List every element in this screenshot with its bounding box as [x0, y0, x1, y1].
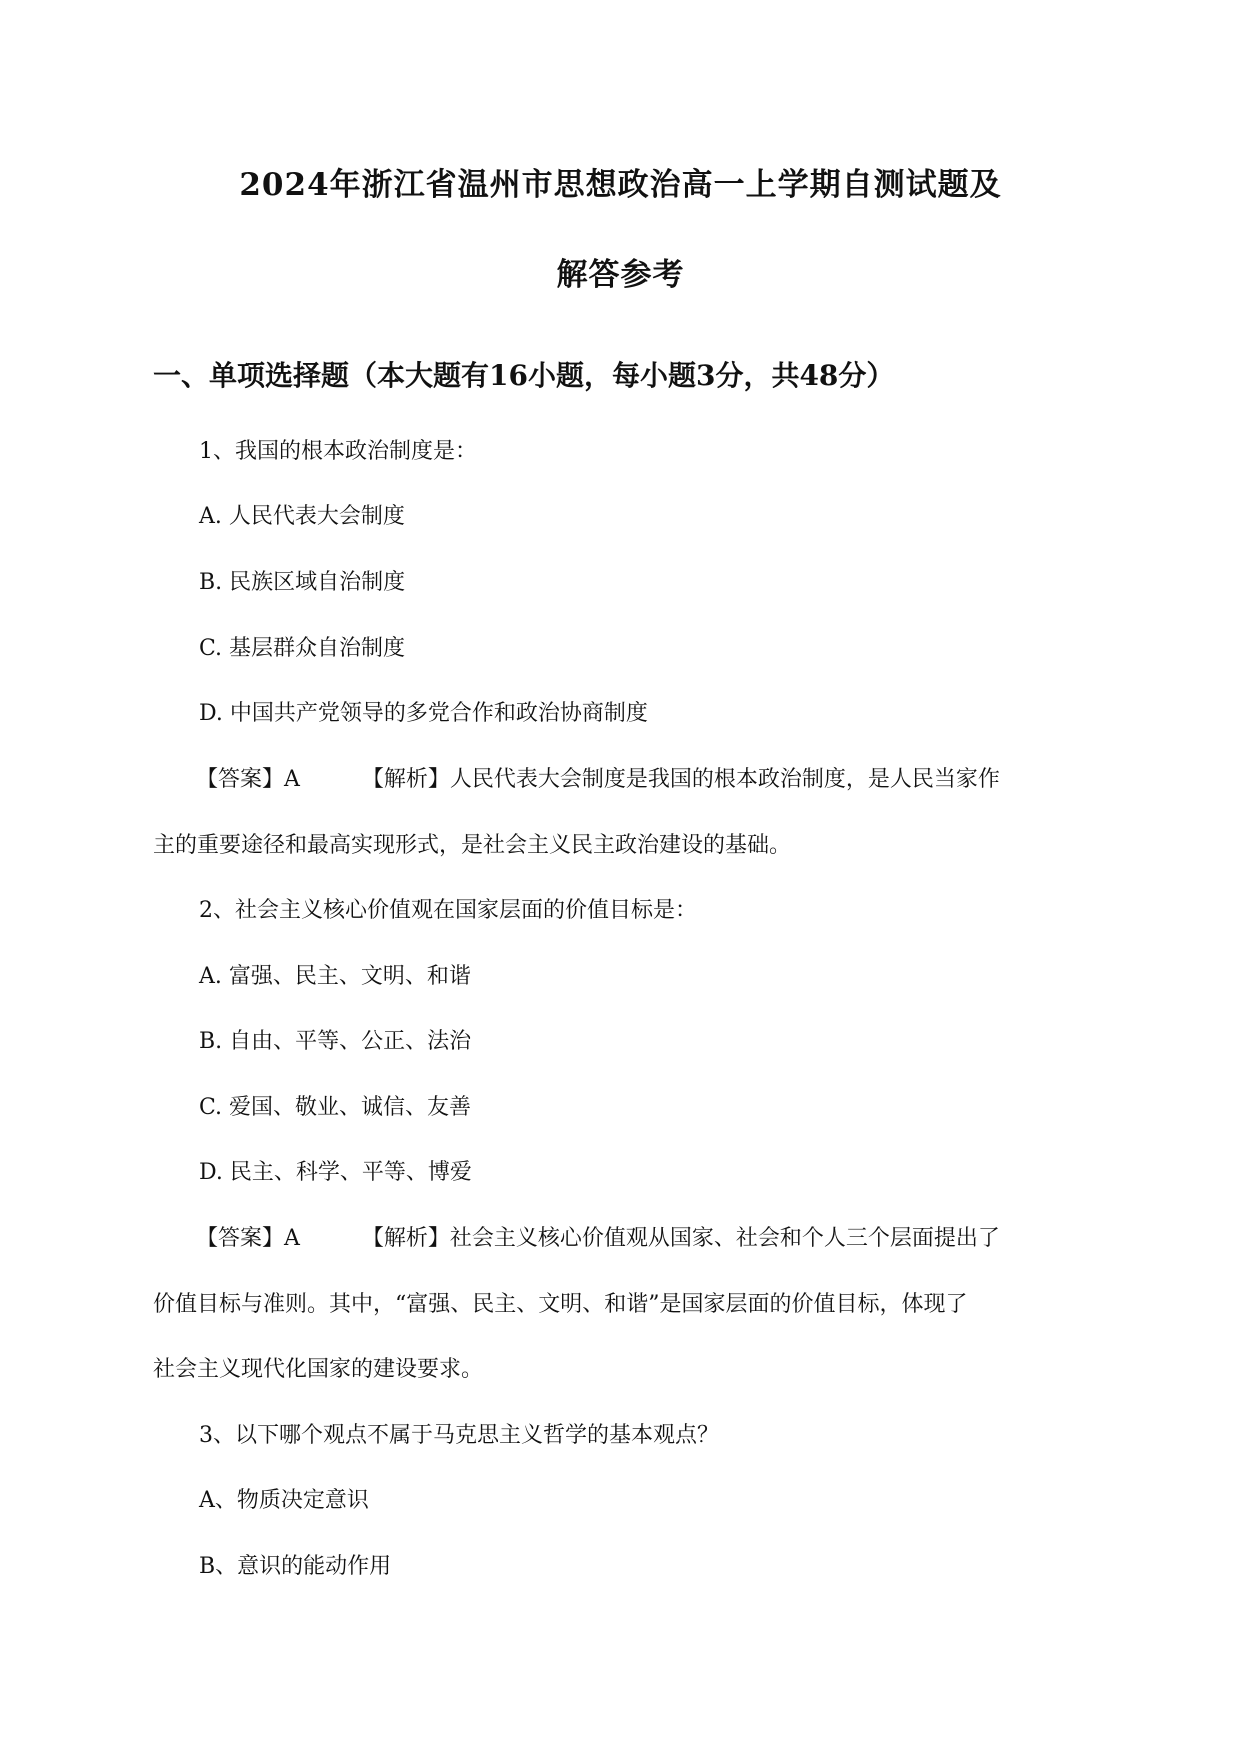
- document-title-line-1: 2024年浙江省温州市思想政治高一上学期自测试题及: [239, 167, 1002, 203]
- question-1-answer-line: [196, 765, 1000, 795]
- question-2-stem: 2、社会主义核心价值观在国家层面的价值目标是：: [199, 898, 697, 923]
- question-2-answer: 【答案】A: [196, 1226, 300, 1251]
- question-2-option-c: C. 爱国、敬业、诚信、友善: [199, 1095, 472, 1120]
- question-2-analysis: 【解析】社会主义核心价值观从国家、社会和个人三个层面提出了: [361, 1226, 1000, 1251]
- section-heading: 一、单项选择题（本大题有16小题，每小题3分，共48分）: [153, 359, 895, 392]
- question-1-option-b: B. 民族区域自治制度: [199, 570, 406, 595]
- question-2-option-b: B. 自由、平等、公正、法治: [199, 1029, 472, 1054]
- question-2-answer-line: [196, 1224, 1000, 1254]
- question-3-option-a: A、物质决定意识: [199, 1488, 369, 1513]
- question-2-option-d: D. 民主、科学、平等、博爱: [199, 1160, 472, 1185]
- question-1-stem: 1、我国的根本政治制度是：: [199, 439, 477, 464]
- question-3-stem: 3、以下哪个观点不属于马克思主义哲学的基本观点？: [199, 1423, 719, 1448]
- question-2-analysis-cont-2: 社会主义现代化国家的建设要求。: [153, 1357, 484, 1382]
- question-1-option-c: C. 基层群众自治制度: [199, 636, 406, 661]
- question-1-answer: 【答案】A: [196, 767, 300, 792]
- document-title-line-2: 解答参考: [556, 257, 685, 293]
- question-1-option-d: D. 中国共产党领导的多党合作和政治协商制度: [199, 701, 648, 726]
- question-1-analysis: 【解析】人民代表大会制度是我国的根本政治制度，是人民当家作: [361, 767, 1000, 792]
- question-2-option-a: A. 富强、民主、文明、和谐: [199, 964, 471, 989]
- question-2-analysis-cont-1: 价值目标与准则。其中，“富强、民主、文明、和谐”是国家层面的价值目标，体现了: [153, 1292, 968, 1317]
- question-1-option-a: A. 人民代表大会制度: [199, 504, 405, 529]
- question-1-analysis-cont: 主的重要途径和最高实现形式，是社会主义民主政治建设的基础。: [153, 833, 792, 858]
- question-3-option-b: B、意识的能动作用: [199, 1554, 392, 1579]
